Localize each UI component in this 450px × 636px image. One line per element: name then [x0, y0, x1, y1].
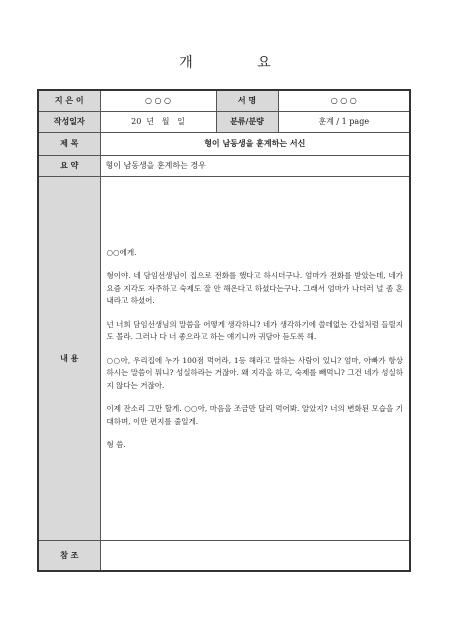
author-label: 지 은 이 — [38, 90, 100, 111]
date-label: 작성일자 — [38, 111, 100, 132]
letter-paragraph: 넌 너희 담임선생님의 말씀을 어떻게 생각하니? 네가 생각하기에 쓸데없는 간섭처럼 들릴지도 몰라. 그러나 다 너 좋으라고 하는 얘기니까 귀담아 듣도록 해. — [106, 319, 403, 341]
reference-value — [100, 540, 410, 571]
overview-form-table — [37, 89, 411, 572]
category-label: 분류/분량 — [216, 111, 278, 132]
date-row — [38, 111, 410, 132]
letter-body — [100, 176, 410, 540]
signature-label: 서 명 — [216, 90, 278, 111]
letter-paragraph: 형이야. 네 담임선생님이 집으로 전화를 했다고 하시더구나. 엄마가 전화를 받았는데, 네가 요즘 지각도 자주하고 숙제도 잘 안 해온다고 하셨다는구나. 그래서 엄마가 나더러 널 좀 혼내라고 하셨어. — [106, 271, 403, 305]
document-title: 개 요 — [179, 55, 301, 71]
letter-signoff: 형 씀. — [106, 440, 126, 449]
content-row — [38, 176, 410, 540]
author-value: ○ ○ ○ — [100, 90, 216, 111]
summary-label: 요 약 — [38, 155, 100, 176]
date-value: 20 년 월 일 — [100, 111, 216, 132]
summary-row — [38, 155, 410, 176]
subject-label: 제 목 — [38, 132, 100, 155]
content-label: 내 용 — [38, 176, 100, 540]
reference-label: 참 조 — [38, 540, 100, 571]
letter-paragraph: 이제 잔소리 그만 할게. ○○아, 마음을 조금만 달리 먹어봐. 알았지? 너의 변화된 모습을 기대하며, 이만 편지를 줄일게. — [106, 404, 403, 426]
summary-value: 형이 남동생을 훈계하는 경우 — [100, 155, 410, 176]
reference-row — [38, 540, 410, 571]
letter-paragraph: ○○에게. — [106, 247, 137, 257]
subject-row — [38, 132, 410, 155]
category-value: 훈계 / 1 page — [278, 111, 410, 132]
author-row — [38, 90, 410, 111]
signature-value: ○ ○ ○ — [278, 90, 410, 111]
subject-value: 형이 남동생을 훈계하는 서신 — [100, 132, 410, 155]
letter-paragraph: ○○아, 우리집에 누가 100점 먹어라, 1등 해라고 말하는 사람이 있니? 엄마, 아빠가 항상 하시는 말씀이 뭐니? 성실하라는 거잖아. 왜 지각을 하고, 숙제를 빼먹니? 그건 네가 성실하지 않다는 거잖아. — [106, 355, 403, 390]
